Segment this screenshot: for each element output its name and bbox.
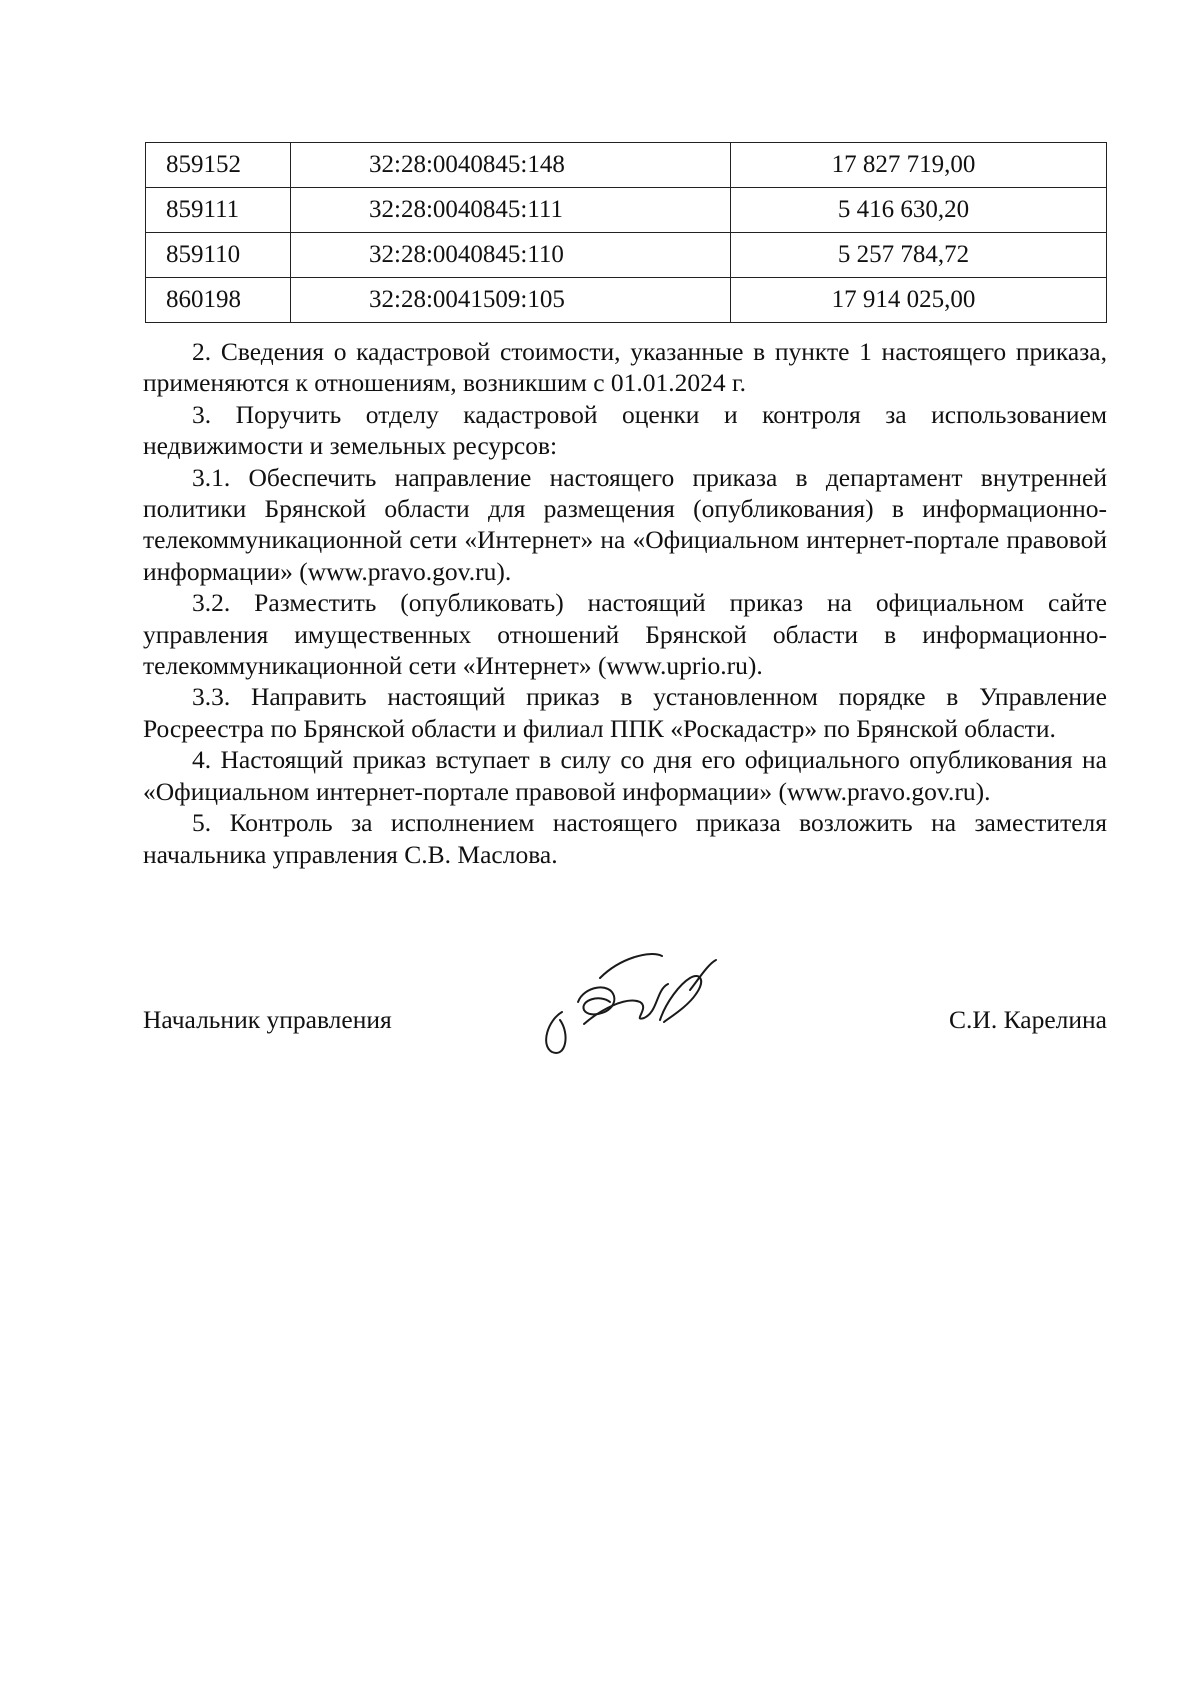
signatory-name: С.И. Карелина (949, 1005, 1107, 1034)
cadastral-number-cell: 32:28:0040845:110 (291, 233, 731, 278)
table-row (146, 143, 1107, 188)
cadastral-value-cell: 5 257 784,72 (731, 233, 1107, 278)
table-row (146, 233, 1107, 278)
paragraph-5: 5. Контроль за исполнением настоящего приказа возложить на заместителя начальника управления С.В. Маслова. (143, 808, 1107, 869)
paragraph-4: 4. Настоящий приказ вступает в силу со дня его официального опубликования на «Официальном интернет-портале правовой информации» (www.pravo.gov.ru). (143, 745, 1107, 806)
paragraph-3-3: 3.3. Направить настоящий приказ в установленном порядке в Управление Росреестра по Брянской области и филиал ППК «Роскадастр» по Брянской области. (143, 682, 1107, 743)
object-id-cell: 859152 (146, 143, 291, 188)
table-row (146, 188, 1107, 233)
paragraph-3: 3. Поручить отделу кадастровой оценки и контроля за использованием недвижимости и земельных ресурсов: (143, 399, 1107, 461)
handwritten-signature (540, 950, 740, 1060)
cadastral-value-cell: 17 914 025,00 (731, 278, 1107, 323)
paragraph-3-1: 3.1. Обеспечить направление настоящего приказа в департамент внутренней политики Брянской области для размещения (опубликования) в информационно-телекоммуникационной сети «Интернет» на «Официальном интернет-портале правовой информации» (www.pravo.gov.ru). (143, 462, 1107, 586)
paragraph-2: 2. Сведения о кадастровой стоимости, указанные в пункте 1 настоящего приказа, применяются к отношениям, возникшим с 01.01.2024 г. (143, 337, 1107, 398)
cadastral-value-cell: 17 827 719,00 (731, 143, 1107, 188)
cadastral-number-cell: 32:28:0041509:105 (291, 278, 731, 323)
object-id-cell: 859111 (146, 188, 291, 233)
cadastral-number-cell: 32:28:0040845:148 (291, 143, 731, 188)
table-row (146, 278, 1107, 323)
object-id-cell: 859110 (146, 233, 291, 278)
paragraph-3-2: 3.2. Разместить (опубликовать) настоящий приказ на официальном сайте управления имущественных отношений Брянской области в информационно-телекоммуникационной сети «Интернет» (www.uprio.ru). (143, 588, 1107, 681)
cadastral-value-table (145, 142, 1107, 323)
signatory-position: Начальник управления (143, 1005, 392, 1034)
cadastral-value-cell: 5 416 630,20 (731, 188, 1107, 233)
object-id-cell: 860198 (146, 278, 291, 323)
order-body (143, 336, 1107, 870)
cadastral-number-cell: 32:28:0040845:111 (291, 188, 731, 233)
